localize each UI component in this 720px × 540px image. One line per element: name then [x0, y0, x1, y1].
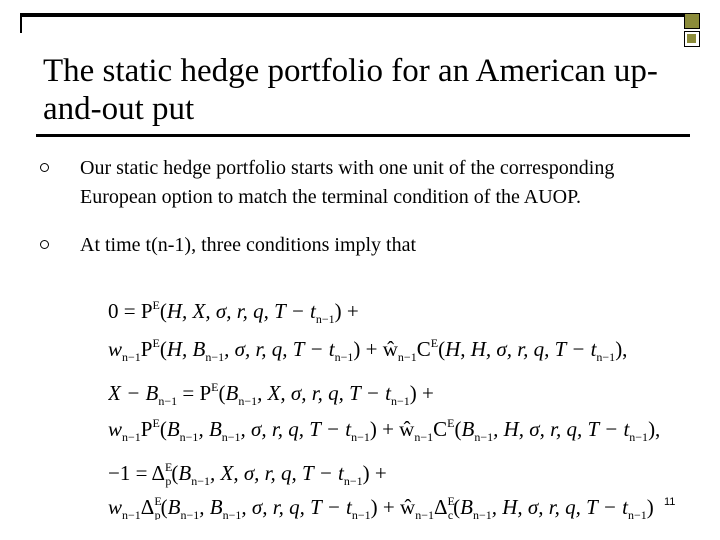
bullet-circle-icon [40, 163, 49, 172]
corner-square-outline-icon [684, 31, 700, 47]
title-divider [36, 134, 690, 137]
bullet-list [40, 154, 690, 279]
top-decoration-bar [20, 13, 692, 17]
svg-text:wn−1PE(Bn−1, Bn−1, σ, r, q, T: $w_{n-1}P^E(B_{n-1}$, $B_{n-1}$, σ, r, q, $T - t_{n-1}$) + $ŵ_{n-1}C^E(B_{n-1}$, H, σ, r, q, $T - t_{n-1}$), [108, 416, 661, 444]
slide-title: The static hedge portfolio for an American up-and-out put [43, 53, 658, 127]
svg-text:wn−1ΔEp(Bn−1, Bn−1, σ, r, q, T: $w_{n-1}\Delta^E$ $p(B_{n-1}$, $B_{n-1}$, σ, r, q, $T - t_{n-1}$) + $ŵ_{n-1}\Delta^E$ $c(B_{n-1}$, H, σ, r, q, $T - t_{n-1}$) [108, 494, 654, 520]
svg-text:0 = PE(H, X, σ, r, q, T − tn−1: $0 = P^E(H$, X, σ, r, q, $T - t_{n-1}$) + [108, 298, 359, 326]
svg-text:X − Bn−1 = PE(Bn−1, X, σ, r, q: $X - B_{n-1} = P^E(B_{n-1}$, X, σ, r, q, $T - t_{n-1}$) + [108, 380, 434, 408]
bullet-text: At time t(n-1), three conditions imply that [80, 234, 417, 256]
svg-text:wn−1PE(H, Bn−1, σ, r, q, T − t: $w_{n-1}P^E(H$, $B_{n-1}$, σ, r, q, $T - t_{n-1}$) + $ŵ_{n-1}C^E(H$, H, σ, r, q, $T - t_{n-1}$), [108, 336, 628, 364]
page-number: 11 [664, 496, 676, 508]
bullet-text: Our static hedge portfolio starts with one unit of the corresponding European option to match the terminal condition of the AUOP. [80, 157, 615, 208]
equations-figure [108, 290, 668, 520]
svg-text:−1 = ΔEp(Bn−1, X, σ, r, q, T −: $-1 = \Delta^E$ $p(B_{n-1}$, X, σ, r, q, $T - t_{n-1}$) + [108, 460, 387, 488]
bullet-item [40, 231, 690, 260]
corner-square-icon [684, 13, 700, 29]
bullet-circle-icon [40, 240, 49, 249]
bullet-item [40, 154, 690, 212]
equation-image [108, 290, 668, 520]
